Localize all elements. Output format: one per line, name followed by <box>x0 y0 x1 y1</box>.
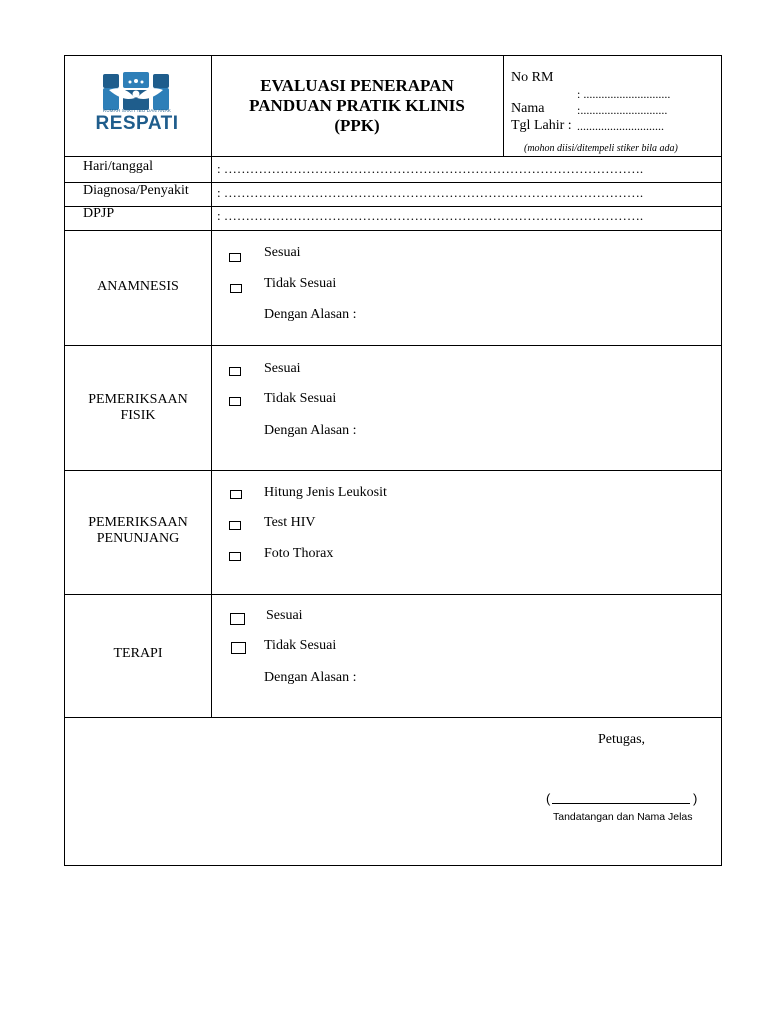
terapi-tidak-sesuai-checkbox[interactable] <box>231 642 246 654</box>
signature-line[interactable] <box>546 791 700 807</box>
terapi-alasan-label: Dengan Alasan : <box>264 670 357 685</box>
no-rm-field[interactable]: : ............................. <box>577 87 671 101</box>
form-title-line-2: PANDUAN PRATIK KLINIS <box>249 96 465 115</box>
header-bottom-rule <box>65 156 721 157</box>
signature-underline <box>552 803 690 804</box>
terapi-tidak-sesuai-label: Tidak Sesuai <box>264 638 337 653</box>
section-rule-1 <box>65 345 721 346</box>
diagnosa-field[interactable]: : ……………………………………………………………………………………. <box>217 185 644 200</box>
hari-tanggal-label: Hari/tanggal <box>83 159 153 174</box>
anamnesis-tidak-sesuai-checkbox[interactable] <box>230 284 242 293</box>
leukosit-checkbox[interactable] <box>230 490 242 499</box>
leukosit-label: Hitung Jenis Leukosit <box>264 485 387 500</box>
nama-label: Nama <box>511 101 545 116</box>
foto-thorax-label: Foto Thorax <box>264 546 334 561</box>
tgl-lahir-field[interactable]: ............................. <box>577 119 664 133</box>
logo-tagline: RUMAH SAKIT IBU DAN ANAK <box>102 108 172 113</box>
header-divider <box>503 56 504 156</box>
diagnosa-label: Diagnosa/Penyakit <box>83 183 189 198</box>
fisik-tidak-sesuai-checkbox[interactable] <box>229 397 241 406</box>
section-rule-2 <box>65 470 721 471</box>
form-title <box>211 76 503 136</box>
field-rule-2 <box>65 206 721 207</box>
section-terapi-label: TERAPI <box>113 646 163 661</box>
test-hiv-checkbox[interactable] <box>229 521 241 530</box>
signature-open-paren: ( <box>546 791 551 806</box>
terapi-sesuai-label: Sesuai <box>266 608 303 623</box>
fisik-sesuai-checkbox[interactable] <box>229 367 241 376</box>
no-rm-label: No RM <box>511 70 554 85</box>
section-pemeriksaan-penunjang-label: PEMERIKSAAN PENUNJANG <box>88 515 188 546</box>
form-title-line-1: EVALUASI PENERAPAN <box>260 76 454 95</box>
logo-name: RESPATI <box>95 113 179 134</box>
section-rule-3 <box>65 594 721 595</box>
terapi-sesuai-checkbox[interactable] <box>230 613 245 625</box>
form-title-line-3: (PPK) <box>334 116 380 135</box>
anamnesis-sesuai-checkbox[interactable] <box>229 253 241 262</box>
nama-field[interactable]: :............................. <box>577 103 668 117</box>
signature-caption: Tandatangan dan Nama Jelas <box>553 811 693 823</box>
anamnesis-alasan-label: Dengan Alasan : <box>264 307 357 322</box>
fisik-tidak-sesuai-label: Tidak Sesuai <box>264 391 337 406</box>
petugas-label: Petugas, <box>598 732 646 747</box>
tgl-lahir-label: Tgl Lahir : <box>511 118 572 133</box>
section-rule-4 <box>65 717 721 718</box>
sticker-note: (mohon diisi/ditempeli stiker bila ada) <box>524 143 678 154</box>
section-pemeriksaan-fisik-label: PEMERIKSAAN FISIK <box>88 392 188 423</box>
fisik-sesuai-label: Sesuai <box>264 361 301 376</box>
section-anamnesis-label: ANAMNESIS <box>97 279 179 294</box>
dpjp-label: DPJP <box>83 206 115 221</box>
anamnesis-sesuai-label: Sesuai <box>264 245 301 260</box>
anamnesis-tidak-sesuai-label: Tidak Sesuai <box>264 276 337 291</box>
field-rule-3 <box>65 230 721 231</box>
fisik-alasan-label: Dengan Alasan : <box>264 423 357 438</box>
evaluation-form <box>64 55 722 866</box>
dpjp-field[interactable]: : ……………………………………………………………………………………. <box>217 208 644 223</box>
signature-close-paren: ) <box>693 791 698 806</box>
hari-tanggal-field[interactable]: : ……………………………………………………………………………………. <box>217 161 644 176</box>
foto-thorax-checkbox[interactable] <box>229 552 241 561</box>
test-hiv-label: Test HIV <box>264 515 316 530</box>
